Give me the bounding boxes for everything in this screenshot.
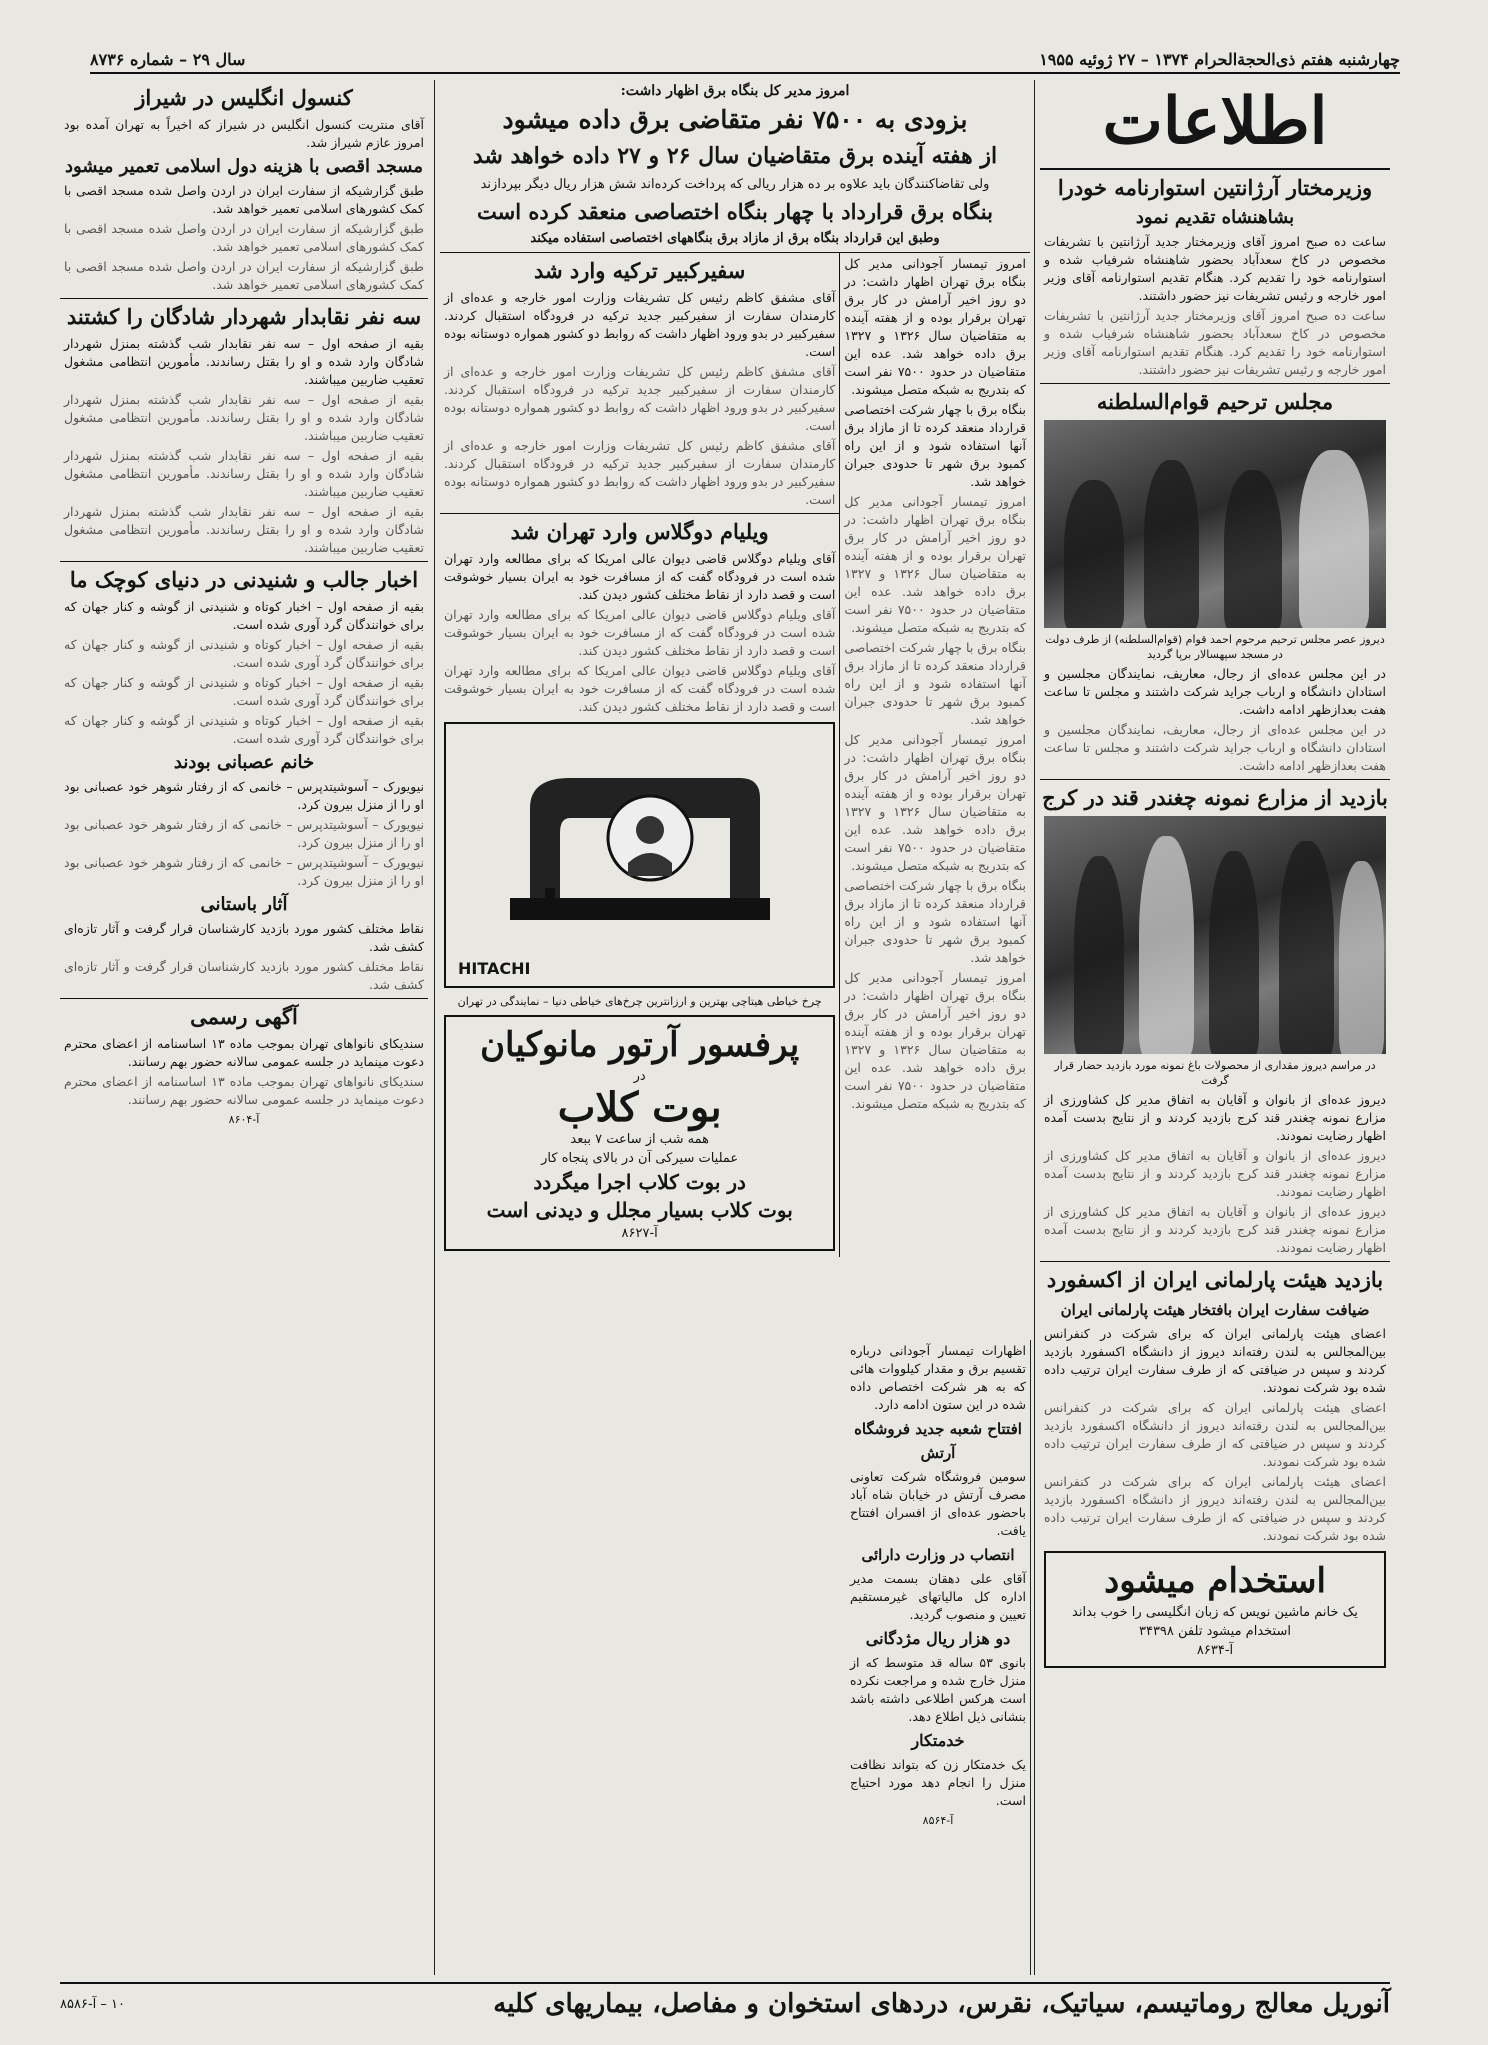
headline-reward: دو هزار ریال مژدگانی <box>865 1629 1011 1648</box>
ad-hiring-title: استخدام میشود <box>1104 1561 1326 1601</box>
story-antiquities-cont: نقاط مختلف کشور مورد بازدید کارشناسان قرار گرفت و آثار تازه‌ای کشف شد. <box>64 959 424 992</box>
column-left <box>60 80 428 1975</box>
story-finance-appointment: آقای علی دهقان بسمت مدیر اداره کل مالیاتهای غیرمستقیم تعیین و منصوب گردید. <box>850 1571 1026 1622</box>
headline-angry-lady: خانم عصبانی بودند <box>173 752 315 773</box>
ad-boot-club-line1: همه شب از ساعت ۷ ببعد <box>570 1132 709 1147</box>
headline-qavam-memorial: مجلس ترحیم قوام‌السلطنه <box>1096 389 1334 414</box>
story-small-world-cont: بقیه از صفحه اول – اخبار کوتاه و شنیدنی از گوشه و کنار جهان که برای خوانندگان گرد آوری شده است. <box>64 637 424 670</box>
footer-page: ۱۰ – آ-۸۵۸۶ <box>60 1996 125 2012</box>
headline-electricity-3: بنگاه برق قرارداد با چهار بنگاه اختصاصی منعقد کرده است <box>477 199 993 224</box>
issue-number: سال ۲۹ – شماره ۸۷۳۶ <box>90 49 246 69</box>
headline-finance-appointment: انتصاب در وزارت دارائی <box>861 1546 1015 1564</box>
page-header <box>90 46 1400 74</box>
story-oxford-visit: اعضای هیئت پارلمانی ایران که برای شرکت در کنفرانس بین‌المجالس به لندن رفته‌اند دیروز از دانشگاه اکسفورد بازدید کردند و سپس در ضیافتی که از طرف سفارت ایران ترتیب داده شده بود شرکت نمودند. <box>1044 1326 1386 1395</box>
story-official-notice: سندیکای نانواهای تهران بموجب ماده ۱۳ اساسنامه از اعضای محترم دعوت مینماید در جلسه عمومی سالانه حضور بهم رسانند. <box>64 1036 424 1069</box>
headline-turkish-ambassador: سفیرکبیر ترکیه وارد شد <box>533 258 746 283</box>
story-turkish-ambassador-cont: آقای مشفق کاظم رئیس کل تشریفات وزارت امور خارجه و عده‌ای از کارمندان سفارت از سفیرکبیر جدید ترکیه در فرودگاه استقبال کردند. سفیرکبیر در بدو ورود اظهار داشت که روابط دو کشور همواره دوستانه بوده است. <box>444 364 836 433</box>
subheadline-argentina: بشاهنشاه تقدیم نمود <box>1135 207 1295 228</box>
story-oxford-visit-cont2: اعضای هیئت پارلمانی ایران که برای شرکت در کنفرانس بین‌المجالس به لندن رفته‌اند دیروز از دانشگاه اکسفورد بازدید کردند و سپس در ضیافتی که از طرف سفارت ایران ترتیب داده شده بود شرکت نمودند. <box>1044 1474 1386 1543</box>
story-shadegan-mayor: بقیه از صفحه اول – سه نفر نقابدار شب گذشته بمنزل شهردار شادگان وارد شده و او را بقتل رساندند. مأمورین انتظامی مشغول تعقیب ضاربین میباشند. <box>64 336 424 387</box>
headline-antiquities: آثار باستانی <box>200 894 288 915</box>
story-official-notice-cont: سندیکای نانواهای تهران بموجب ماده ۱۳ اساسنامه از اعضای محترم دعوت مینماید در جلسه عمومی سالانه حضور بهم رسانند. <box>64 1074 424 1107</box>
story-oxford-visit-cont: اعضای هیئت پارلمانی ایران که برای شرکت در کنفرانس بین‌المجالس به لندن رفته‌اند دیروز از دانشگاه اکسفورد بازدید کردند و سپس در ضیافتی که از طرف سفارت ایران ترتیب داده شده بود شرکت نمودند. <box>1044 1400 1386 1469</box>
story-small-world-cont2: بقیه از صفحه اول – اخبار کوتاه و شنیدنی از گوشه و کنار جهان که برای خوانندگان گرد آوری شده است. <box>64 675 424 708</box>
ad-boot-club-title: پرفسور آرتور مانوکیان <box>480 1025 800 1065</box>
electricity-story-column <box>839 253 1030 1257</box>
ad-hitachi-brand: HITACHI <box>458 959 531 978</box>
caption-memorial: دیروز عصر مجلس ترحیم مرحوم احمد قوام (قوام‌السلطنه) از طرف دولت در مسجد سپهسالار برپا گردید <box>1045 633 1385 661</box>
headline-small-world: اخبار جالب و شنیدنی در دنیای کوچک ما <box>69 567 419 592</box>
story-electricity-cont-mid: اظهارات تیمسار آجودانی درباره تقسیم برق و مقدار کیلووات هائی که به هر شرکت اختصاص داده شده در این ستون ادامه دارد. <box>850 1343 1026 1412</box>
masthead: اطلاعات <box>1102 84 1328 159</box>
servant-code: آ-۸۵۶۴ <box>922 1814 954 1827</box>
headline-british-consul: کنسول انگلیس در شیراز <box>135 85 353 110</box>
story-electricity-cont: امروز تیمسار آجودانی مدیر کل بنگاه برق تهران اظهار داشت: در دو روز اخیر آرامش در کار برق تهران برقرار بوده و از هفته آینده به متقاضیان سال ۱۳۲۶ و ۱۳۲۷ برق داده خواهد شد. عده این متقاضیان در حدود ۷۵۰۰ نفر است که بتدریج به شبکه متصل میشوند. <box>844 494 1027 635</box>
ad-hiring <box>1044 1551 1386 1668</box>
story-argentina: ساعت ده صبح امروز آقای وزیرمختار جدید آرژانتین با تشریفات مخصوص در کاخ سعدآباد بحضور شاهنشاه شرفیاب شده و استوارنامه خود را تقدیم کرد. هنگام تقدیم استوارنامه آقای وزیر امور خارجه و رئیس تشریفات نیز حضور داشتند. <box>1044 234 1386 303</box>
story-electricity-cont4: بنگاه برق با چهار شرکت اختصاصی قرارداد منعقد کرده تا از مازاد برق آنها استفاده شود و از این راه کمبود برق شهر تا حدودی جبران خواهد شد. <box>844 878 1026 965</box>
story-karaj-farms: دیروز عده‌ای از بانوان و آقایان به اتفاق مدیر کل کشاورزی از مزارع نمونه چغندر قند کرج بازدید کردند و از نتایج بدست آمده اظهار رضایت نمودند. <box>1044 1092 1386 1143</box>
story-angry-lady-cont: نیویورک – آسوشیتدپرس – خانمی که از رفتار شوهر خود عصبانی بود او را از منزل بیرون کرد. <box>64 817 424 850</box>
story-argentina-cont: ساعت ده صبح امروز آقای وزیرمختار جدید آرژانتین با تشریفات مخصوص در کاخ سعدآباد بحضور شاهنشاه شرفیاب شده و استوارنامه خود را تقدیم کرد. هنگام تقدیم استوارنامه آقای وزیر امور خارجه و رئیس تشریفات نیز حضور داشتند. <box>1044 308 1386 377</box>
story-antiquities: نقاط مختلف کشور مورد بازدید کارشناسان قرار گرفت و آثار تازه‌ای کشف شد. <box>64 921 424 954</box>
subheadline-electricity-2: وطبق این قرارداد بنگاه برق از مازاد برق بنگاههای اختصاصی استفاده میکند <box>530 231 940 246</box>
ad-boot-club-code: آ-۸۶۲۷ <box>621 1226 658 1241</box>
story-electricity-cont5: امروز تیمسار آجودانی مدیر کل بنگاه برق تهران اظهار داشت: در دو روز اخیر آرامش در کار برق تهران برقرار بوده و از هفته آینده به متقاضیان سال ۱۳۲۶ و ۱۳۲۷ برق داده خواهد شد. عده این متقاضیان در حدود ۷۵۰۰ نفر است که بتدریج به شبکه متصل میشوند. <box>844 970 1027 1111</box>
story-small-world: بقیه از صفحه اول – اخبار کوتاه و شنیدنی از گوشه و کنار جهان که برای خوانندگان گرد آوری شده است. <box>64 599 424 632</box>
story-aqsa-mosque-cont: طبق گزارشیکه از سفارت ایران در اردن واصل شده مسجد اقصی با کمک کشورهای اسلامی تعمیر خواهد شد. <box>64 221 424 254</box>
story-memorial: در این مجلس عده‌ای از رجال، معاریف، نمایندگان مجلسین و استادان دانشگاه و ارباب جراید شرکت داشتند و مجلس تا ساعت هفت بعدازظهر ادامه داشت. <box>1044 666 1386 717</box>
ad-boot-club-in: در <box>633 1069 646 1084</box>
footer-ad-text: آنوریل معالج روماتیسم، سیاتیک، نقرس، دردهای استخوان و مفاصل، بیماریهای کلیه <box>493 1989 1390 2019</box>
story-angry-lady: نیویورک – آسوشیتدپرس – خانمی که از رفتار شوهر خود عصبانی بود او را از منزل بیرون کرد. <box>64 779 424 812</box>
kicker-electricity: امروز مدیر کل بنگاه برق اظهار داشت: <box>620 83 850 99</box>
sewing-machine-icon <box>490 738 790 938</box>
story-douglas-cont2: آقای ویلیام دوگلاس قاضی دیوان عالی امریکا که برای مطالعه وارد تهران شده است در فرودگاه گفت که از مسافرت خود به ایران بسیار خوشوقت است و قصد دارد از نقاط مختلف کشور دیدن کند. <box>444 663 836 714</box>
story-karaj-farms-cont: دیروز عده‌ای از بانوان و آقایان به اتفاق مدیر کل کشاورزی از مزارع نمونه چغندر قند کرج بازدید کردند و از نتایج بدست آمده اظهار رضایت نمودند. <box>1044 1148 1386 1199</box>
ad-hitachi <box>444 722 835 988</box>
story-karaj-farms-cont2: دیروز عده‌ای از بانوان و آقایان به اتفاق مدیر کل کشاورزی از مزارع نمونه چغندر قند کرج بازدید کردند و از نتایج بدست آمده اظهار رضایت نمودند. <box>1044 1204 1386 1255</box>
story-electricity-cont2: بنگاه برق با چهار شرکت اختصاصی قرارداد منعقد کرده تا از مازاد برق آنها استفاده شود و از این راه کمبود برق شهر تا حدودی جبران خواهد شد. <box>844 640 1026 727</box>
ad-boot-club-line3: در بوت کلاب اجرا میگردد <box>533 1170 746 1194</box>
headline-army-store: افتتاح شعبه جدید فروشگاه آرتش <box>854 1420 1022 1462</box>
headline-servant: خدمتکار <box>911 1731 965 1750</box>
headline-shadegan-mayor: سه نفر نقابدار شهردار شادگان را کشتند <box>66 304 422 329</box>
photo-karaj-farms <box>1044 816 1386 1054</box>
ad-boot-club-place: بوت کلاب <box>557 1084 722 1131</box>
ad-boot-club <box>444 1015 835 1251</box>
headline-electricity: بزودی به ۷۵۰۰ نفر متقاضی برق داده میشود <box>502 105 968 134</box>
story-electricity: امروز تیمسار آجودانی مدیر کل بنگاه برق تهران اظهار داشت: در دو روز اخیر آرامش در کار برق تهران برقرار بوده و از هفته آینده به متقاضیان سال ۱۳۲۶ و ۱۳۲۷ برق داده خواهد شد. عده این متقاضیان در حدود ۷۵۰۰ نفر است که بتدریج به شبکه متصل میشوند. <box>844 256 1027 397</box>
story-shadegan-mayor-cont2: بقیه از صفحه اول – سه نفر نقابدار شب گذشته بمنزل شهردار شادگان وارد شده و او را بقتل رساندند. مأمورین انتظامی مشغول تعقیب ضاربین میباشند. <box>64 448 424 499</box>
story-aqsa-mosque-cont2: طبق گزارشیکه از سفارت ایران در اردن واصل شده مسجد اقصی با کمک کشورهای اسلامی تعمیر خواهد شد. <box>64 259 424 292</box>
ad-boot-club-line4: بوت کلاب بسیار مجلل و دیدنی است <box>486 1198 793 1222</box>
story-memorial-cont: در این مجلس عده‌ای از رجال، معاریف، نمایندگان مجلسین و استادان دانشگاه و ارباب جراید شرکت داشتند و مجلس تا ساعت هفت بعدازظهر ادامه داشت. <box>1044 722 1386 773</box>
story-douglas: آقای ویلیام دوگلاس قاضی دیوان عالی امریکا که برای مطالعه وارد تهران شده است در فرودگاه گفت که از مسافرت خود به ایران بسیار خوشوقت است و قصد دارد از نقاط مختلف کشور دیدن کند. <box>444 551 836 602</box>
ad-hitachi-caption: چرخ خیاطی هیتاچی بهترین و ارزانترین چرخ‌های خیاطی دنیا – نمایندگی در تهران <box>457 995 822 1008</box>
ad-hiring-text: یک خانم ماشین نویس که زبان انگلیسی را خوب بداند استخدام میشود تلفن ۳۴۳۹۸ <box>1072 1605 1358 1639</box>
headline-argentina: وزیرمختار آرژانتین استوارنامه خودرا <box>1057 175 1373 200</box>
photo-memorial <box>1044 420 1386 628</box>
story-angry-lady-cont2: نیویورک – آسوشیتدپرس – خانمی که از رفتار شوهر خود عصبانی بود او را از منزل بیرون کرد. <box>64 855 424 888</box>
column-mid-left <box>846 1340 1031 1975</box>
ad-hiring-code: آ-۸۶۳۴ <box>1196 1643 1234 1658</box>
story-electricity-cont3: امروز تیمسار آجودانی مدیر کل بنگاه برق تهران اظهار داشت: در دو روز اخیر آرامش در کار برق تهران برقرار بوده و از هفته آینده به متقاضیان سال ۱۳۲۶ و ۱۳۲۷ برق داده خواهد شد. عده این متقاضیان در حدود ۷۵۰۰ نفر است که بتدریج به شبکه متصل میشوند. <box>844 732 1027 873</box>
headline-douglas: ویلیام دوگلاس وارد تهران شد <box>510 519 769 544</box>
headline-official-notice: آگهی رسمی <box>190 1004 298 1029</box>
footer-ad <box>60 1982 1390 2024</box>
story-turkish-ambassador-cont2: آقای مشفق کاظم رئیس کل تشریفات وزارت امور خارجه و عده‌ای از کارمندان سفارت از سفیرکبیر جدید ترکیه در فرودگاه استقبال کردند. سفیرکبیر در بدو ورود اظهار داشت که روابط دو کشور همواره دوستانه بوده است. <box>444 438 836 507</box>
headline-electricity-2: از هفته آینده برق متقاضیان سال ۲۶ و ۲۷ داده خواهد شد <box>472 143 998 169</box>
story-turkish-ambassador: آقای مشفق کاظم رئیس کل تشریفات وزارت امور خارجه و عده‌ای از کارمندان سفارت از سفیرکبیر جدید ترکیه در فرودگاه استقبال کردند. سفیرکبیر در بدو ورود اظهار داشت که روابط دو کشور همواره دوستانه بوده است. <box>444 290 836 359</box>
story-reward: بانوی ۵۳ ساله قد متوسط که از منزل خارج شده و مراجعت نکرده است هرکس اطلاعی داشته باشد بنشانی ذیل اطلاع دهد. <box>850 1655 1026 1724</box>
column-right <box>1040 80 1390 1975</box>
subheadline-oxford-visit: ضیافت سفارت ایران بافتخار هیئت پارلمانی ایران <box>1060 1301 1370 1319</box>
story-servant: یک خدمتکار زن که بتواند نظافت منزل را انجام دهد مورد احتیاج است. <box>850 1757 1026 1808</box>
headline-aqsa-mosque: مسجد اقصی با هزینه دول اسلامی تعمیر میشود <box>64 156 424 177</box>
story-douglas-cont: آقای ویلیام دوگلاس قاضی دیوان عالی امریکا که برای مطالعه وارد تهران شده است در فرودگاه گفت که از مسافرت خود به ایران بسیار خوشوقت است و قصد دارد از نقاط مختلف کشور دیدن کند. <box>444 607 836 658</box>
story-electricity-2: بنگاه برق با چهار شرکت اختصاصی قرارداد منعقد کرده تا از مازاد برق آنها استفاده شود و از این راه کمبود برق شهر تا حدودی جبران خواهد شد. <box>844 402 1026 489</box>
story-shadegan-mayor-cont3: بقیه از صفحه اول – سه نفر نقابدار شب گذشته بمنزل شهردار شادگان وارد شده و او را بقتل رساندند. مأمورین انتظامی مشغول تعقیب ضاربین میباشند. <box>64 504 424 555</box>
story-aqsa-mosque: طبق گزارشیکه از سفارت ایران در اردن واصل شده مسجد اقصی با کمک کشورهای اسلامی تعمیر خواهد شد. <box>64 183 424 216</box>
issue-date: چهارشنبه هفتم ذی‌الحجة‌الحرام ۱۳۷۴ – ۲۷ ژوئیه ۱۹۵۵ <box>1039 49 1400 69</box>
headline-oxford-visit: بازدید هیئت پارلمانی ایران از اکسفورد <box>1046 1267 1384 1292</box>
story-shadegan-mayor-cont: بقیه از صفحه اول – سه نفر نقابدار شب گذشته بمنزل شهردار شادگان وارد شده و او را بقتل رساندند. مأمورین انتظامی مشغول تعقیب ضاربین میباشند. <box>64 392 424 443</box>
headline-karaj-farms: بازدید از مزارع نمونه چغندر قند در کرج <box>1042 785 1388 810</box>
caption-karaj-farms: در مراسم دیروز مقداری از محصولات باغ نمونه مورد بازدید حضار قرار گرفت <box>1054 1059 1376 1087</box>
story-army-store: سومین فروشگاه شرکت تعاونی مصرف آرتش در خیابان شاه آباد باحضور عده‌ای از افسران افتتاح یافت. <box>850 1469 1026 1538</box>
story-british-consul: آقای منتریت کنسول انگلیس در شیراز که اخیراً به تهران آمده بود امروز عازم شیراز شد. <box>64 117 424 150</box>
story-small-world-cont3: بقیه از صفحه اول – اخبار کوتاه و شنیدنی از گوشه و کنار جهان که برای خوانندگان گرد آوری شده است. <box>64 713 424 746</box>
ad-boot-club-line2: عملیات سیرکی آن در بالای پنجاه کار <box>541 1151 739 1166</box>
official-notice-code: آ-۸۶۰۴ <box>228 1113 260 1126</box>
subheadline-electricity: ولی تقاضاکنندگان باید علاوه بر ده هزار ریالی که پرداخت کرده‌اند شش هزار ریال دیگر بپردازند <box>480 177 990 192</box>
